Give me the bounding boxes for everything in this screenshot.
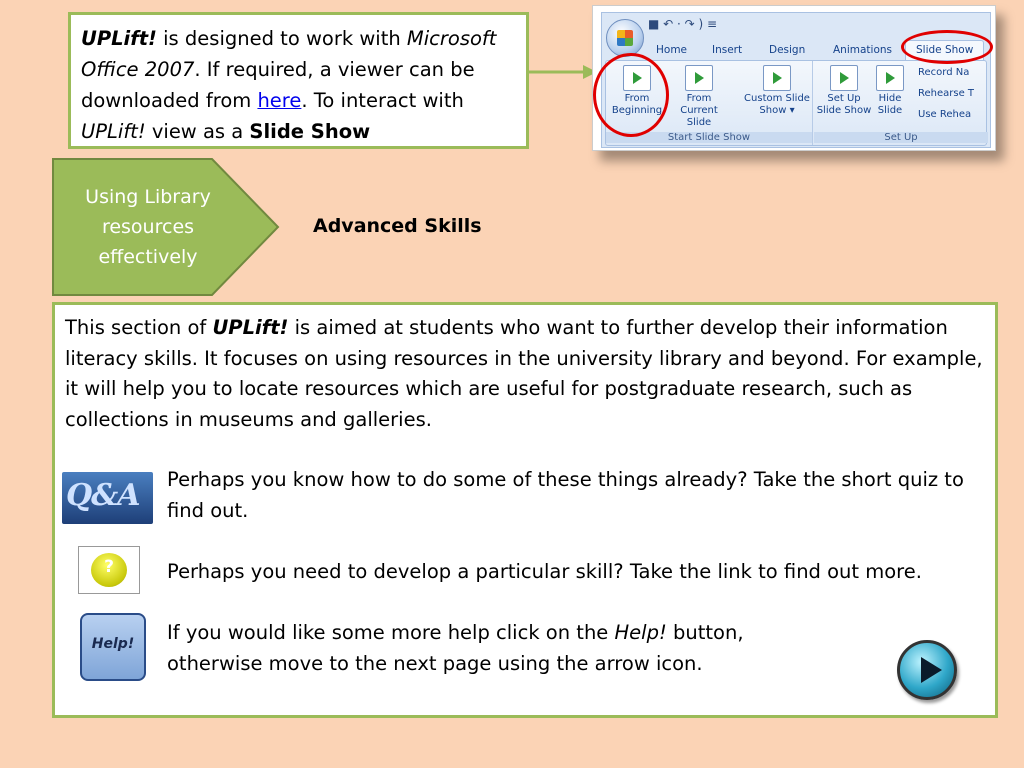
button-label: Hide Slide bbox=[877, 93, 903, 116]
intro-text: . To interact with bbox=[301, 89, 464, 112]
intro-text: view as a bbox=[145, 120, 250, 143]
app-name: UPLift! bbox=[212, 316, 289, 339]
tab-design[interactable]: Design bbox=[769, 44, 806, 56]
custom-slide-show-button[interactable] bbox=[743, 65, 811, 117]
help-text-part: otherwise move to the next page using the arrow icon. bbox=[167, 651, 703, 675]
intro-box bbox=[68, 12, 529, 149]
viewer-download-link[interactable]: here bbox=[257, 89, 302, 112]
help-button-label: Help! bbox=[91, 636, 135, 652]
use-rehearsed-timings-checkbox[interactable]: Use Rehea bbox=[918, 109, 972, 120]
question-icon[interactable] bbox=[78, 546, 140, 594]
help-text bbox=[167, 618, 987, 679]
content-box bbox=[52, 302, 998, 718]
help-word: Help! bbox=[614, 621, 667, 644]
quiz-icon-label: Q&A bbox=[66, 478, 140, 513]
app-name: UPLift! bbox=[81, 120, 146, 143]
highlight-circle bbox=[593, 53, 669, 137]
button-label: Set Up Slide Show bbox=[816, 93, 872, 116]
intro-paragraph bbox=[65, 313, 985, 435]
record-narration-button[interactable]: Record Na bbox=[918, 67, 970, 78]
help-text-part: If you would like some more help click on the bbox=[167, 621, 615, 644]
help-text-part: button, bbox=[666, 621, 744, 644]
button-label: From Current Slide bbox=[680, 93, 718, 128]
quiz-icon[interactable] bbox=[62, 472, 153, 524]
button-label: Custom Slide Show ▾ bbox=[744, 93, 810, 116]
quick-access-toolbar[interactable]: ■ ↶ · ↷ ) ≡ bbox=[648, 17, 718, 31]
connector-arrow-icon bbox=[529, 62, 599, 82]
help-button[interactable] bbox=[80, 613, 146, 681]
hide-slide-button[interactable] bbox=[870, 65, 910, 117]
group-label: Start Slide Show bbox=[606, 132, 812, 143]
group-label: Set Up bbox=[814, 132, 988, 143]
tab-animations[interactable]: Animations bbox=[833, 44, 893, 56]
set-up-slide-show-button[interactable] bbox=[814, 65, 874, 117]
question-mark: ? bbox=[104, 557, 114, 577]
intro-text: is designed to work with bbox=[156, 27, 407, 50]
page-title: Advanced Skills bbox=[313, 215, 482, 237]
tab-insert[interactable]: Insert bbox=[712, 44, 743, 56]
button-label: From Beginning bbox=[611, 93, 663, 116]
question-bulb-icon bbox=[91, 553, 127, 587]
highlight-circle bbox=[901, 30, 993, 64]
paragraph-text: This section of bbox=[65, 316, 213, 339]
setup-icon bbox=[830, 65, 858, 91]
from-current-slide-button[interactable] bbox=[669, 65, 729, 129]
slide-play-icon bbox=[685, 65, 713, 91]
slide-stack-icon bbox=[763, 65, 791, 91]
slide-show-mode: Slide Show bbox=[249, 120, 371, 143]
intro-text: . If required, a viewer can be downloaded from bbox=[81, 58, 475, 112]
tab-slide-show[interactable]: Slide Show bbox=[905, 40, 984, 60]
tab-home[interactable]: Home bbox=[656, 44, 688, 56]
product-name: Microsoft Office 2007 bbox=[81, 27, 497, 81]
paragraph-text: is aimed at students who want to further develop their information literacy skills. It focuses on using resources in the university library and beyond. For example, it will help you to locate resources which are useful for postgraduate research, such as collections in museums and galleries. bbox=[65, 316, 983, 431]
group-set-up bbox=[814, 61, 988, 145]
skill-text: Perhaps you need to develop a particular skill? Take the link to find out more. bbox=[167, 560, 922, 583]
ribbon-screenshot bbox=[592, 5, 996, 151]
next-arrow-button[interactable] bbox=[897, 640, 957, 700]
quiz-text: Perhaps you know how to do some of these things already? Take the short quiz to find out. bbox=[167, 468, 964, 522]
section-label: Using Library resources effectively bbox=[85, 186, 211, 268]
rehearse-timings-button[interactable]: Rehearse T bbox=[918, 88, 975, 99]
app-name: UPLift! bbox=[81, 27, 157, 50]
hide-slide-icon bbox=[876, 65, 904, 91]
